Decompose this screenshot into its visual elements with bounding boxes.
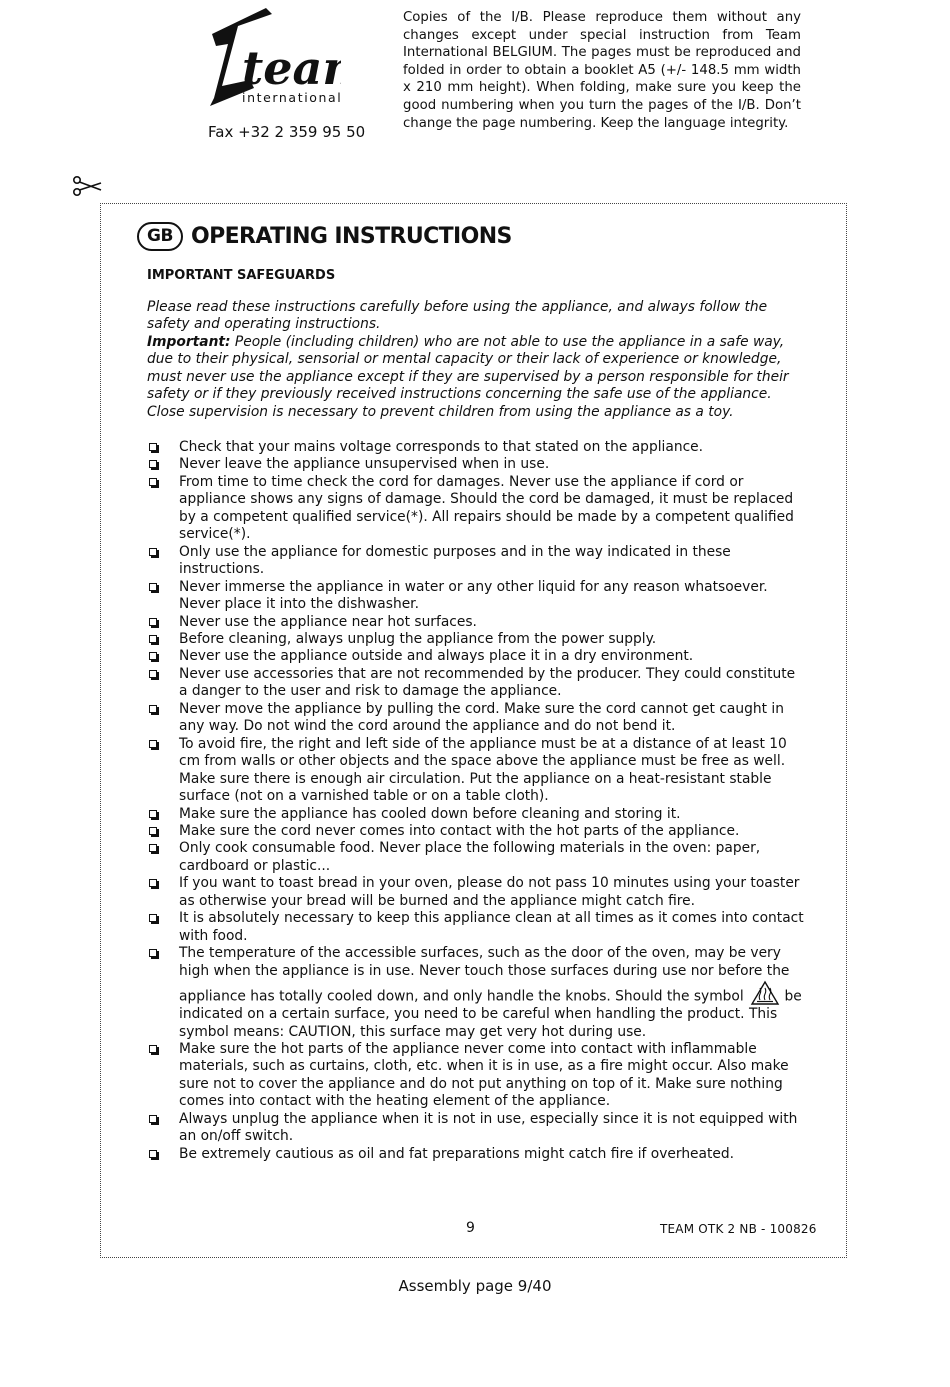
checkbox-bullet-icon bbox=[149, 548, 157, 556]
checkbox-bullet-icon bbox=[149, 827, 157, 835]
checkbox-bullet-icon bbox=[149, 810, 157, 818]
checkbox-bullet-icon bbox=[149, 1115, 157, 1123]
list-item bbox=[147, 823, 807, 840]
checkbox-bullet-icon bbox=[149, 705, 157, 713]
list-item bbox=[147, 544, 807, 579]
list-item bbox=[147, 666, 807, 701]
list-item-text: Never use accessories that are not recommended by the producer. They could constitute a danger to the user and risk to damage the appliance. bbox=[179, 665, 796, 700]
list-item bbox=[147, 579, 807, 614]
intro-text bbox=[147, 299, 807, 421]
list-item-text: Make sure the hot parts of the appliance never come into contact with inflammable materials, such as curtains, cloth, etc. when it is in use, as a fire might occur. Also make sure not to cover the appliance and do not put anything on top of it. Make sure nothing comes into contact with the heating element of the appliance. bbox=[179, 1040, 789, 1110]
list-item bbox=[147, 648, 807, 665]
important-text: People (including children) who are not able to use the appliance in a safe way, due to their physical, sensorial or mental capacity or their lack of experience or knowledge, must never use the appliance except if they are supervised by a person responsible for their safety or if they previously received instructions concerning the safe use of the appliance. Close supervision is necessary to prevent children from using the appliance as a toy. bbox=[147, 333, 789, 420]
checkbox-bullet-icon bbox=[149, 949, 157, 957]
list-item bbox=[147, 736, 807, 806]
list-item bbox=[147, 456, 807, 473]
model-code: TEAM OTK 2 NB - 100826 bbox=[660, 1222, 817, 1236]
list-item-text: Never use the appliance near hot surfaces. bbox=[179, 613, 477, 630]
checkbox-bullet-icon bbox=[149, 914, 157, 922]
checkbox-bullet-icon bbox=[149, 740, 157, 748]
list-item-text: If you want to toast bread in your oven, please do not pass 10 minutes using your toaster as otherwise your bread will be burned and the appliance might catch fire. bbox=[179, 875, 800, 909]
list-item-text: Make sure the appliance has cooled down before cleaning and storing it. bbox=[179, 805, 681, 822]
list-item bbox=[147, 439, 807, 456]
list-item-text: The temperature of the accessible surfaces, such as the door of the oven, may be very high when the appliance is in use. Never touch those surfaces during use nor before the appliance has totally cooled down, and only handle the knobs. Should the symbol bbox=[179, 945, 790, 1005]
list-item bbox=[147, 701, 807, 736]
list-item-text: Never immerse the appliance in water or any other liquid for any reason whatsoever. Never place it into the dishwasher. bbox=[179, 578, 768, 613]
scissors-icon bbox=[72, 175, 102, 197]
checkbox-bullet-icon bbox=[149, 1045, 157, 1053]
list-item-text: Before cleaning, always unplug the appliance from the power supply. bbox=[179, 630, 657, 647]
list-item-text: Only cook consumable food. Never place the following materials in the oven: paper, cardboard or plastic... bbox=[179, 840, 761, 874]
checkbox-bullet-icon bbox=[149, 652, 157, 660]
team-logo bbox=[206, 4, 341, 112]
page-number: 9 bbox=[466, 1220, 475, 1236]
list-item-text: Never move the appliance by pulling the cord. Make sure the cord cannot get caught in any way. Do not wind the cord around the appliance and do not bend it. bbox=[179, 700, 784, 735]
copy-instructions: Copies of the I/B. Please reproduce them without any changes except under special instruction from Team International BELGIUM. The pages must be reproduced and folded in order to obtain a booklet A5 (+/- 148.5 mm width x 210 mm height). When folding, make sure you keep the good numbering when you turn the pages of the I/B. Don’t change the page numbering. Keep the language integrity. bbox=[403, 10, 801, 131]
list-item-text: Only use the appliance for domestic purposes and in the way indicated in these instructions. bbox=[179, 543, 731, 578]
list-item bbox=[147, 1041, 807, 1111]
list-item bbox=[147, 614, 807, 631]
language-badge: GB bbox=[137, 222, 183, 251]
checkbox-bullet-icon bbox=[149, 443, 157, 451]
list-item-text: Never use the appliance outside and always place it in a dry environment. bbox=[179, 648, 694, 665]
list-item bbox=[147, 945, 807, 1041]
list-item bbox=[147, 806, 807, 823]
checkbox-bullet-icon bbox=[149, 879, 157, 887]
list-item-text: Never leave the appliance unsupervised when in use. bbox=[179, 456, 550, 473]
list-item bbox=[147, 631, 807, 648]
list-item bbox=[147, 474, 807, 544]
list-item-text: Check that your mains voltage corresponds to that stated on the appliance. bbox=[179, 439, 704, 455]
checkbox-bullet-icon bbox=[149, 478, 157, 486]
list-item bbox=[147, 875, 807, 910]
list-item-text: It is absolutely necessary to keep this appliance clean at all times as it comes into contact with food. bbox=[179, 910, 804, 944]
safeguards-list bbox=[147, 439, 807, 1163]
logo-subtext: international bbox=[242, 90, 341, 105]
list-item-text: Always unplug the appliance when it is not in use, especially since it is not equipped with an on/off switch. bbox=[179, 1110, 798, 1145]
assembly-page-label: Assembly page 9/40 bbox=[398, 1277, 552, 1295]
list-item bbox=[147, 1111, 807, 1146]
checkbox-bullet-icon bbox=[149, 618, 157, 626]
section-subtitle: IMPORTANT SAFEGUARDS bbox=[147, 268, 336, 283]
checkbox-bullet-icon bbox=[149, 670, 157, 678]
fax-number: Fax +32 2 359 95 50 bbox=[208, 123, 366, 141]
checkbox-bullet-icon bbox=[149, 460, 157, 468]
list-item bbox=[147, 840, 807, 875]
important-label: Important: bbox=[147, 333, 231, 350]
list-item-text: Make sure the cord never comes into contact with the hot parts of the appliance. bbox=[179, 822, 740, 839]
list-item bbox=[147, 1146, 807, 1163]
checkbox-bullet-icon bbox=[149, 583, 157, 591]
section-title: OPERATING INSTRUCTIONS bbox=[191, 223, 512, 249]
hot-surface-icon bbox=[750, 980, 780, 1006]
list-item-text: To avoid fire, the right and left side of the appliance must be at a distance of at least 10 cm from walls or other objects and the space above the appliance must be free as well. Make sure there is enough air circulation. Put the appliance on a heat-resistant stable surface (not on a varnished table or on a table cloth). bbox=[179, 735, 787, 805]
important-paragraph bbox=[147, 334, 807, 421]
checkbox-bullet-icon bbox=[149, 844, 157, 852]
checkbox-bullet-icon bbox=[149, 635, 157, 643]
checkbox-bullet-icon bbox=[149, 1150, 157, 1158]
section-heading bbox=[137, 218, 512, 254]
list-item-text: Be extremely cautious as oil and fat preparations might catch fire if overheated. bbox=[179, 1145, 735, 1162]
list-item-text: From time to time check the cord for damages. Never use the appliance if cord or appliance shows any signs of damage. Should the cord be damaged, it must be replaced by a competent qualified service(*). All repairs should be made by a competent qualified service(*). bbox=[179, 473, 794, 543]
list-item-text: be indicated on a certain surface, you need to be careful when handling the product. This symbol means: CAUTION, this surface may get very hot during use. bbox=[179, 988, 802, 1040]
logo-word: tea bbox=[242, 41, 323, 95]
intro-paragraph: Please read these instructions carefully before using the appliance, and always follow the safety and operating instructions. bbox=[147, 299, 768, 333]
list-item bbox=[147, 910, 807, 945]
